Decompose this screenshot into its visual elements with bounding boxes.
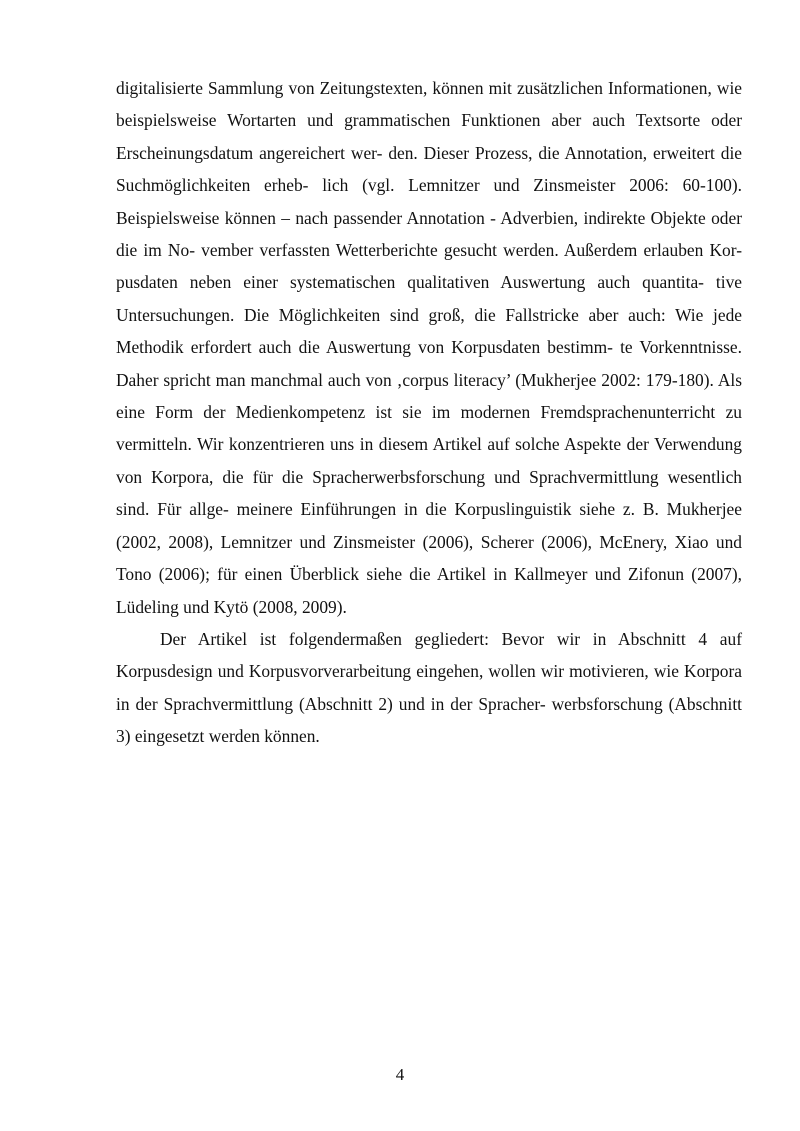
paragraph-2: Der Artikel ist folgendermaßen gegliedert: Bevor wir in Abschnitt 4 auf Korpusdesign und Korpusvorverarbeitung eingehen, wollen wir motivieren, wie Korpora in der Sprachvermittlung (Abschnitt 2) und in der Spracher- werbsforschung (Abschnitt 3) eingesetzt werden können. xyxy=(116,628,742,747)
body-text xyxy=(116,72,742,753)
paragraph-1: digitalisierte Sammlung von Zeitungstexten, können mit zusätzlichen Informationen, wie beispielsweise Wortarten und grammatischen Funktionen aber auch Textsorte oder Erscheinungsdatum angereichert wer- den. Dieser Prozess, die Annotation, erweitert die Suchmöglichkeiten erheb- lich (vgl. Lemnitzer und Zinsmeister 2006: 60-100). Beispielsweise können – nach passender Annotation - Adverbien, indirekte Objekte oder die im No- vember verfassten Wetterberichte gesucht werden. Außerdem erlauben Kor- pusdaten neben einer systematischen qualitativen Auswertung auch quantita- tive Untersuchungen. Die Möglichkeiten sind groß, die Fallstricke aber auch: Wie jede Methodik erfordert auch die Auswertung von Korpusdaten bestimm- te Vorkenntnisse. Daher spricht man manchmal auch von ‚corpus literacy’ (Mukherjee 2002: 179-180). Als eine Form der Medienkompetenz ist sie im modernen Fremdsprachenunterricht zu vermitteln. Wir konzentrieren uns in diesem Artikel auf solche Aspekte der Verwendung von Korpora, die für die Spracherwerbsforschung und Sprachvermittlung wesentlich sind. Für allge- meinere Einführungen in die Korpuslinguistik siehe z. B. Mukherjee (2002, 2008), Lemnitzer und Zinsmeister (2006), Scherer (2006), McEnery, Xiao und Tono (2006); für einen Überblick siehe die Artikel in Kallmeyer und Zifonun (2007), Lüdeling und Kytö (2008, 2009). xyxy=(116,78,742,617)
page-number: 4 xyxy=(395,1065,405,1084)
